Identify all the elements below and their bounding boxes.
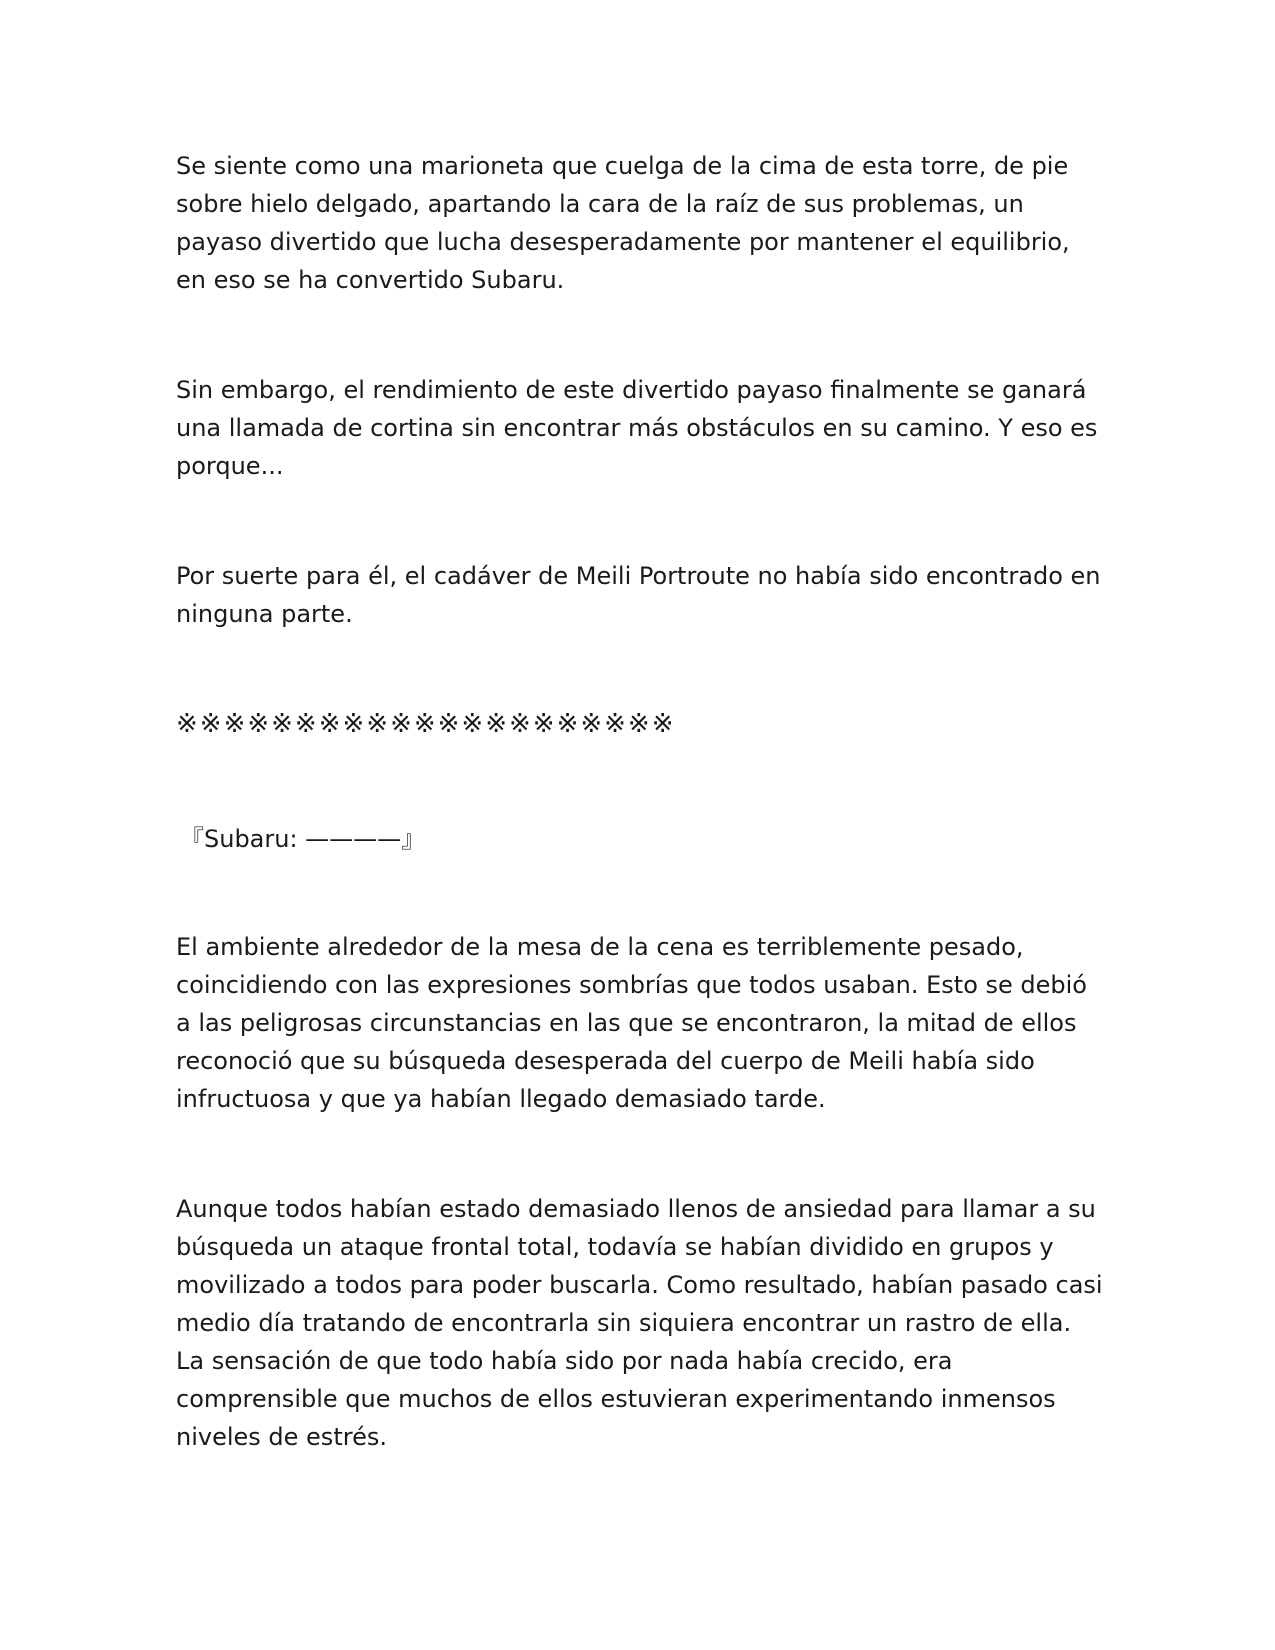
dialogue-line: 『Subaru: ————』 xyxy=(180,825,426,853)
paragraph-1: Se siente como una marioneta que cuelga de la cima de esta torre, de pie sobre hielo delgado, apartando la cara de la raíz de sus problemas, un payaso divertido que lucha desesperadamente por mantener el equilibrio, en eso se ha convertido Subaru. xyxy=(176,152,1070,294)
paragraph-5: Aunque todos habían estado demasiado llenos de ansiedad para llamar a su búsqueda un ataque frontal total, todavía se habían dividido en grupos y movilizado a todos para poder buscarla. Como resultado, habían pasado casi medio día tratando de encontrarla sin siquiera encontrar un rastro de ella. La sensación de que todo había sido por nada había crecido, era comprensible que muchos de ellos estuvieran experimentando inmensos niveles de estrés. xyxy=(176,1195,1103,1451)
scene-separator: ※※※※※※※※※※※※※※※※※※※※※ xyxy=(176,709,676,739)
paragraph-2: Sin embargo, el rendimiento de este divertido payaso finalmente se ganará una llamada de cortina sin encontrar más obstáculos en su camino. Y eso es porque... xyxy=(176,376,1098,480)
paragraph-3: Por suerte para él, el cadáver de Meili Portroute no había sido encontrado en ninguna parte. xyxy=(176,562,1101,628)
paragraph-4: El ambiente alrededor de la mesa de la cena es terriblemente pesado, coincidiendo con las expresiones sombrías que todos usaban. Esto se debió a las peligrosas circunstancias en las que se encontraron, la mitad de ellos reconoció que su búsqueda desesperada del cuerpo de Meili había sido infructuosa y que ya habían llegado demasiado tarde. xyxy=(176,933,1087,1113)
